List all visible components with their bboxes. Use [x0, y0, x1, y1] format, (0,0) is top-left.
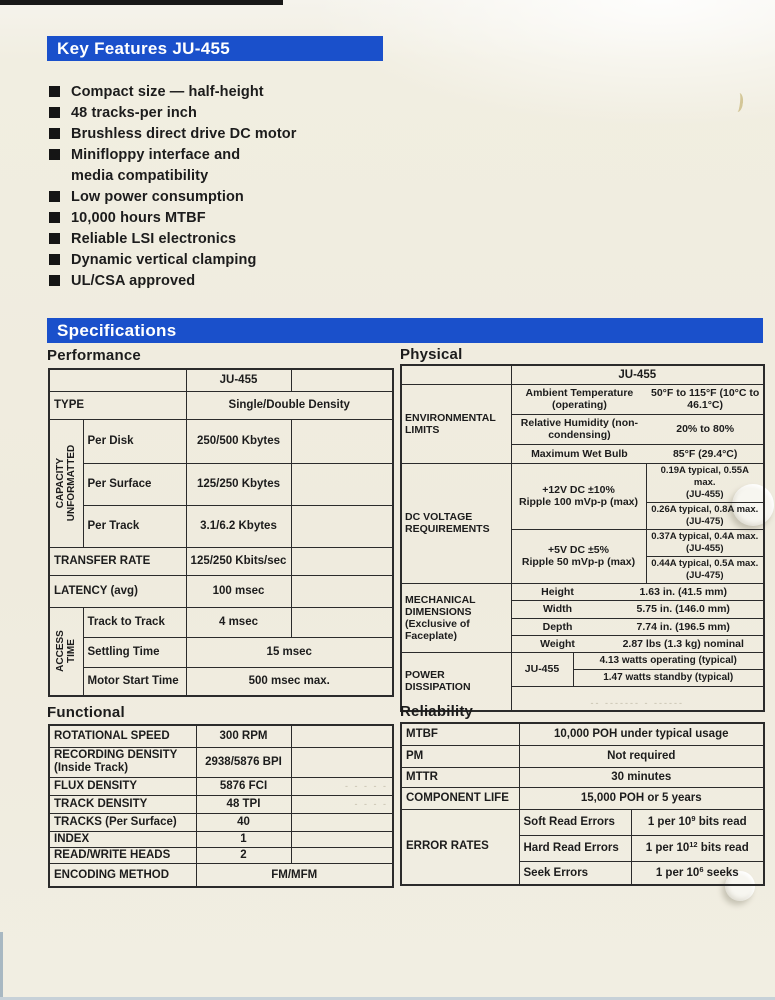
empty-cell: [291, 419, 393, 463]
scan-artifact-crescent: [733, 93, 744, 113]
table-row: [49, 831, 393, 847]
row-value: 250/500 Kbytes: [186, 419, 291, 463]
dimension-name: Weight: [540, 637, 575, 650]
rotated-group-label: CAPACITY UNFORMATTED: [55, 444, 78, 522]
feature-text: Minifloppy interface and: [71, 146, 241, 163]
dimension-value: 7.74 in. (196.5 mm): [636, 620, 730, 633]
feature-text: Brushless direct drive DC motor: [71, 125, 297, 142]
table-row: [401, 583, 764, 600]
name-value-cell: [511, 384, 764, 414]
current-value-cell: 0.37A typical, 0.4A max. (JU-455): [646, 529, 764, 556]
supply-line1: +5V DC ±5%: [548, 544, 609, 556]
feature-text: 48 tracks-per inch: [71, 104, 197, 121]
power-model: JU-455: [512, 653, 574, 686]
row-label: ENCODING METHOD: [49, 863, 196, 887]
table-row: [401, 767, 764, 787]
current-value-cell: 0.26A typical, 0.8A max. (JU-475): [646, 502, 764, 529]
row-label: Per Surface: [83, 463, 186, 505]
table-row: [49, 419, 393, 463]
scan-edge-top-strip: [0, 0, 283, 5]
row-value: Not required: [519, 745, 764, 767]
supply-cell: [511, 529, 646, 583]
feature-item: [49, 81, 297, 102]
supply-cell: [511, 463, 646, 529]
feature-text: Dynamic vertical clamping: [71, 251, 257, 268]
bullet-square-icon: [49, 254, 60, 265]
row-label: PM: [401, 745, 519, 767]
supply-line2: Ripple 50 mVp-p (max): [521, 556, 636, 568]
table-row: [49, 795, 393, 813]
dimension-value: 2.87 lbs (1.3 kg) nominal: [622, 637, 744, 650]
power-dissipation-group-label: POWER DISSIPATION: [401, 652, 511, 711]
dc-voltage-group-label: DC VOLTAGE REQUIREMENTS: [401, 463, 511, 583]
current-value-cell: 0.19A typical, 0.55A max. (JU-455): [646, 463, 764, 502]
row-label: Track to Track: [83, 607, 186, 637]
rotated-group-label: ACCESS TIME: [55, 630, 78, 673]
table-row: [401, 384, 764, 414]
name-value-cell: [511, 414, 764, 444]
row-label: MTBF: [401, 723, 519, 745]
faded-cell: [291, 777, 393, 795]
specifications-header-bar: [47, 318, 763, 343]
row-value: 125/250 Kbytes: [186, 463, 291, 505]
error-type: Soft Read Errors: [519, 809, 631, 835]
row-value: 40: [196, 813, 291, 831]
feature-item: [49, 249, 297, 270]
feature-item: [49, 186, 297, 207]
functional-table: [48, 724, 394, 888]
table-row: [401, 463, 764, 502]
performance-section-heading: Performance: [47, 347, 141, 364]
row-label: MTTR: [401, 767, 519, 787]
row-value: 3.1/6.2 Kbytes: [186, 505, 291, 547]
feature-text: Compact size — half-height: [71, 83, 264, 100]
row-label: INDEX: [49, 831, 196, 847]
feature-text: Reliable LSI electronics: [71, 230, 237, 247]
power-value: 1.47 watts standby (typical): [603, 671, 734, 683]
row-value: 1: [196, 831, 291, 847]
name-value-cell: [511, 635, 764, 652]
table-row: [49, 547, 393, 575]
faded-cell: [511, 686, 764, 711]
scan-edge-left-line: [0, 932, 3, 1000]
physical-table: [400, 364, 765, 712]
key-features-header-bar: [47, 36, 383, 61]
table-row: [49, 667, 393, 696]
superscript-exponent: 12: [689, 840, 698, 849]
property-name: Ambient Temperature (operating): [525, 387, 634, 411]
dimension-value: 1.63 in. (41.5 mm): [639, 585, 728, 598]
bullet-square-icon: [49, 128, 60, 139]
power-value: 4.13 watts operating (typical): [574, 653, 764, 670]
feature-text: 10,000 hours MTBF: [71, 209, 206, 226]
table-row: [49, 607, 393, 637]
row-value: 300 RPM: [196, 725, 291, 747]
empty-cell: [291, 575, 393, 607]
feature-item: [49, 123, 297, 144]
row-label: RECORDING DENSITY (Inside Track): [49, 747, 196, 777]
error-rate-value: 1 per $10^9$ bits read: [631, 809, 764, 835]
empty-cell: [291, 505, 393, 547]
current-value-cell: 0.44A typical, 0.5A max. (JU-475): [646, 556, 764, 583]
row-value: 125/250 Kbits/sec: [186, 547, 291, 575]
access-time-group-cell: [49, 607, 83, 696]
scan-artifact-faint-marks: -- ------- - ------: [590, 698, 684, 708]
dimension-value: 5.75 in. (146.0 mm): [636, 603, 730, 615]
empty-cell: [291, 463, 393, 505]
empty-cell: [291, 607, 393, 637]
name-value-cell: [511, 444, 764, 463]
capacity-unformatted-group-cell: [49, 419, 83, 547]
column-header-ju455: JU-455: [186, 369, 291, 391]
row-value: 15 msec: [186, 637, 393, 667]
row-value: 10,000 POH under typical usage: [519, 723, 764, 745]
empty-cell: [49, 369, 186, 391]
feature-item-continuation: [49, 165, 297, 186]
dimension-name: Width: [542, 603, 573, 615]
table-row: [49, 391, 393, 419]
bullet-square-icon: [49, 149, 60, 160]
row-value: Single/Double Density: [186, 391, 393, 419]
error-rate-value: 1 per $10^6$ seeks: [631, 861, 764, 885]
empty-cell: [291, 369, 393, 391]
name-value-cell: [511, 618, 764, 635]
property-name: Maximum Wet Bulb: [531, 447, 628, 460]
error-rate-value: 1 per $10^{12}$ bits read: [631, 835, 764, 861]
empty-cell: [291, 747, 393, 777]
table-row: [49, 813, 393, 831]
row-label: LATENCY (avg): [49, 575, 186, 607]
error-type: Hard Read Errors: [519, 835, 631, 861]
table-row: [401, 652, 764, 686]
table-row: [49, 847, 393, 863]
row-label: COMPONENT LIFE: [401, 787, 519, 809]
superscript-exponent: 9: [691, 814, 696, 823]
performance-table: [48, 368, 394, 697]
row-label: Per Disk: [83, 419, 186, 463]
empty-cell: [291, 813, 393, 831]
row-value: 2938/5876 BPI: [196, 747, 291, 777]
empty-cell: [291, 725, 393, 747]
row-value: 48 TPI: [196, 795, 291, 813]
column-header-ju455: JU-455: [511, 365, 764, 384]
empty-cell: [291, 847, 393, 863]
table-row: [401, 809, 764, 835]
row-label: Settling Time: [83, 637, 186, 667]
name-value-cell: [511, 583, 764, 600]
feature-text: UL/CSA approved: [71, 272, 196, 289]
row-label: Per Track: [83, 505, 186, 547]
faded-cell: [291, 795, 393, 813]
name-value-cell: [511, 600, 764, 618]
table-row: [49, 863, 393, 887]
property-value: 85°F (29.4°C): [672, 447, 738, 460]
table-row: [49, 575, 393, 607]
table-row: [49, 369, 393, 391]
row-value: 500 msec max.: [186, 667, 393, 696]
table-row: [401, 723, 764, 745]
empty-cell: [291, 547, 393, 575]
feature-item: [49, 144, 297, 165]
empty-cell: [401, 365, 511, 384]
row-value: 30 minutes: [519, 767, 764, 787]
table-row: [401, 745, 764, 767]
row-value: 5876 FCI: [196, 777, 291, 795]
reliability-table: [400, 722, 765, 886]
property-name: Relative Humidity (non-condensing): [520, 417, 639, 441]
physical-section-heading: Physical: [400, 346, 463, 363]
reliability-section-heading: Reliability: [400, 703, 474, 720]
dimension-name: Depth: [542, 620, 573, 633]
supply-line1: +12V DC ±10%: [542, 484, 615, 496]
bullet-square-icon: [49, 191, 60, 202]
bullet-square-icon: [49, 233, 60, 244]
feature-text: media compatibility: [71, 167, 209, 184]
row-value: 4 msec: [186, 607, 291, 637]
error-type: Seek Errors: [519, 861, 631, 885]
row-value: 100 msec: [186, 575, 291, 607]
bullet-square-icon: [49, 275, 60, 286]
row-label: Motor Start Time: [83, 667, 186, 696]
table-row: [401, 365, 764, 384]
row-value: FM/MFM: [196, 863, 393, 887]
bullet-square-icon: [49, 107, 60, 118]
scan-artifact-faint-marks: - - - - -: [345, 781, 388, 791]
table-row: [49, 747, 393, 777]
mechanical-dimensions-group-label: MECHANICAL DIMENSIONS (Exclusive of Faceplate): [401, 583, 511, 652]
table-row: [49, 777, 393, 795]
key-features-list: [49, 81, 297, 291]
supply-line2: Ripple 100 mVp-p (max): [518, 496, 639, 508]
environmental-limits-group-label: ENVIRONMENTAL LIMITS: [401, 384, 511, 463]
row-value: 15,000 POH or 5 years: [519, 787, 764, 809]
row-label: FLUX DENSITY: [49, 777, 196, 795]
bullet-square-icon: [49, 212, 60, 223]
key-features-title: Key Features JU-455: [57, 39, 230, 58]
property-value: 50°F to 115°F (10°C to 46.1°C): [651, 387, 760, 411]
empty-cell: [291, 831, 393, 847]
scan-artifact-faint-marks: - - - -: [354, 799, 388, 809]
row-label: TRACK DENSITY: [49, 795, 196, 813]
specifications-title: Specifications: [57, 321, 177, 340]
feature-item: [49, 270, 297, 291]
functional-section-heading: Functional: [47, 704, 125, 721]
property-value: 20% to 80%: [676, 423, 735, 435]
table-row: [49, 725, 393, 747]
row-value: 2: [196, 847, 291, 863]
feature-item: [49, 102, 297, 123]
row-label: TYPE: [49, 391, 186, 419]
superscript-exponent: 6: [699, 864, 704, 874]
bullet-square-icon: [49, 86, 60, 97]
row-label: ROTATIONAL SPEED: [49, 725, 196, 747]
feature-item: [49, 207, 297, 228]
table-row: [49, 463, 393, 505]
row-label: TRANSFER RATE: [49, 547, 186, 575]
table-row: [49, 505, 393, 547]
row-label: READ/WRITE HEADS: [49, 847, 196, 863]
dimension-name: Height: [541, 585, 574, 598]
feature-text: Low power consumption: [71, 188, 244, 205]
feature-item: [49, 228, 297, 249]
row-label: TRACKS (Per Surface): [49, 813, 196, 831]
power-cell: [511, 652, 764, 686]
table-row: [49, 637, 393, 667]
error-rates-group-label: ERROR RATES: [401, 809, 519, 885]
table-row: [401, 787, 764, 809]
